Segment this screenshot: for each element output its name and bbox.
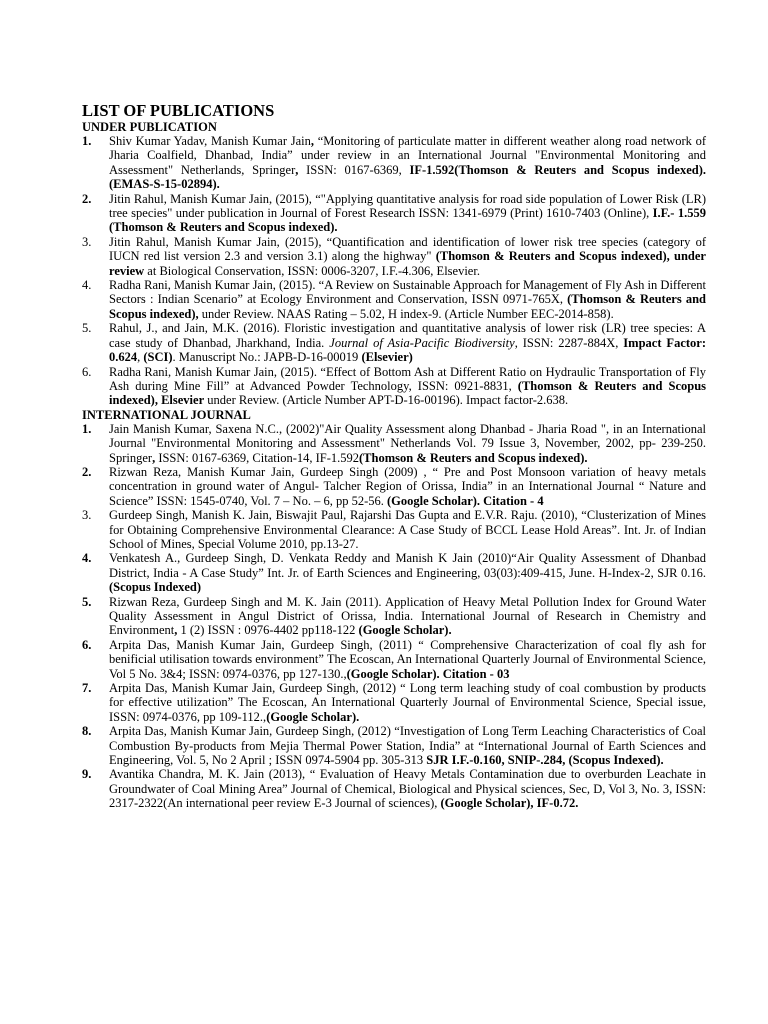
entry-text: Jitin Rahul, Manish Kumar Jain, (2015), “"Applying quantitative analysis for road side population of Lower Risk (LR) tree species" under publication in Journal of Forest Research ISSN: 1341-6979 (Print) 1610-7403 (Online),: [109, 191, 706, 221]
publication-sections: [82, 120, 706, 811]
entry-text: . Manuscript No.: JAPB-D-16-00019: [172, 350, 362, 365]
entry-text: Rizwan Reza, Manish Kumar Jain, Gurdeep Singh (2009) , “ Pre and Post Monsoon variation of heavy metals concentration in ground water of Angul- Talcher Region of Orissa, India” in an International Journal “ Nature and Science” ISSN: 1545-0740, Vol. 7 – No. – 6, pp 52-56.: [109, 464, 706, 508]
entry-number: 2.: [82, 464, 92, 479]
publication-entry: [82, 365, 706, 408]
entry-number: 5.: [82, 321, 92, 336]
entry-number: 6.: [82, 637, 92, 652]
entry-text-bold: (Thomson & Reuters and Scopus indexed).: [359, 450, 588, 465]
entry-text: Jain Manish Kumar, Saxena N.C., (2002)"Air Quality Assessment along Dhanbad - Jharia Road ", in an International Journal "Environmental Monitoring and Assessment" Netherlands Vol. 79 Issue 3, November, 2002, pp- 239-250. Springer: [109, 421, 706, 465]
entry-text: Gurdeep Singh, Manish K. Jain, Biswajit Paul, Rajarshi Das Gupta and E.V.R. Raju. (2010), “Clusterization of Mines for Obtaining Comprehensive Environmental Clearance: A Case Study of BCCL Lease Hold Areas”. Int. Jr. of Indian School of Mines, Special Volume 2010, pp.13-27.: [109, 508, 706, 551]
entry-text: Radha Rani, Manish Kumar Jain, (2015). “Effect of Bottom Ash at Different Ratio on Hydraulic Transportation of Fly Ash during Mine Fill” at Advanced Powder Technology, ISSN: 0921-8831,: [109, 364, 706, 393]
publication-entry: [82, 681, 706, 724]
entry-text-bold: (Google Scholar). Citation - 03: [346, 666, 510, 681]
entry-text-bold: (Thomson & Reuters and Scopus indexed),: [109, 292, 706, 321]
entry-text-bold: (Elsevier): [361, 350, 413, 365]
entry-text-bold: (SCI): [143, 350, 173, 365]
publication-list: [82, 134, 706, 408]
entry-number: 1.: [82, 134, 92, 148]
publication-entry: [82, 134, 706, 192]
entry-number: 7.: [82, 681, 92, 696]
publication-entry: [82, 767, 706, 810]
entry-text-bold: (Thomson & Reuters and Scopus indexed), under review: [109, 249, 706, 278]
entry-text: Venkatesh A., Gurdeep Singh, D. Venkata Reddy and Manish K Jain (2010)“Air Quality Assessment of Dhanbad District, India - A Case Study” Int. Jr. of Earth Sciences and Engineering, 03(03):409-415, June. H-Index-2, SJR 0.16.: [109, 551, 706, 580]
entry-text-bold: (Google Scholar), IF-0.72.: [440, 796, 579, 811]
entry-text-bold: IF-1.592(Thomson & Reuters and Scopus indexed). (EMAS-S-15-02894).: [109, 162, 707, 192]
entry-text: ISSN: 0167-6369, Citation-14, IF-1.592: [155, 450, 360, 465]
section-heading: INTERNATIONAL JOURNAL: [82, 407, 251, 422]
entry-text: Rahul, J., and Jain, M.K. (2016). Floristic investigation and quantitative analysis of lower risk (LR) tree species: A case study of Dhanbad, Jharkhand, India.: [109, 321, 706, 350]
entry-text: Shiv Kumar Yadav, Manish Kumar Jain: [109, 134, 311, 148]
publication-entry: [82, 321, 706, 364]
entry-number: 4.: [82, 278, 92, 293]
publication-entry: [82, 508, 706, 551]
entry-text: Radha Rani, Manish Kumar Jain, (2015). “A Review on Sustainable Approach for Management of Fly Ash in Different Sectors : Indian Scenario” at Ecology Environment and Conservation, ISSN 0971-765X,: [109, 278, 706, 307]
entry-text-bold: (Google Scholar).: [266, 709, 360, 724]
entry-number: 3.: [82, 508, 92, 523]
publication-entry: [82, 551, 706, 594]
entry-number: 2.: [82, 191, 92, 206]
entry-text: under Review. NAAS Rating – 5.02, H index-9. (Article Number EEC-2014-858).: [198, 306, 614, 321]
entry-number: 3.: [82, 234, 92, 249]
entry-text: under Review. (Article Number APT-D-16-00196). Impact factor-2.638.: [204, 393, 569, 408]
entry-text-bold: SJR I.F.-0.160, SNIP-.284, (Scopus Indexed).: [426, 753, 664, 768]
entry-text: Arpita Das, Manish Kumar Jain, Gurdeep Singh, (2011) “ Comprehensive Characterization of coal fly ash for benificial utilisation towards environment” The Ecoscan, An International Quarterly Journal of Environmental Science, Vol 5 No. 3&4; ISSN: 0974-0376, pp 127-130.,: [109, 637, 706, 681]
entry-text-bold: ,: [310, 134, 314, 148]
entry-text-bold: ,: [174, 623, 178, 638]
entry-text-bold: I.F.- 1.559 (Thomson & Reuters and Scopus indexed).: [109, 206, 706, 235]
entry-number: 6.: [82, 364, 92, 379]
publication-entry: [82, 235, 706, 278]
entry-text-bold: (Scopus Indexed): [109, 580, 202, 595]
entry-number: 9.: [82, 767, 92, 782]
entry-number: 4.: [82, 551, 92, 566]
section-heading: UNDER PUBLICATION: [82, 120, 217, 134]
entry-text-bold: ,: [295, 162, 299, 177]
publication-entry: [82, 724, 706, 767]
entry-text: Jitin Rahul, Manish Kumar Jain, (2015), “Quantification and identification of lower risk tree species (category of IUCN red list version 2.3 and version 3.1) along the highway": [109, 234, 706, 264]
entry-number: 1.: [82, 421, 92, 436]
entry-text: 1 (2) ISSN : 0976-4402 pp118-122: [177, 623, 359, 638]
entry-text-bold: (Thomson & Reuters and Scopus indexed), Elsevier: [109, 378, 707, 408]
publication-entry: [82, 595, 706, 638]
publication-entry: [82, 278, 706, 321]
page-title: LIST OF PUBLICATIONS: [82, 101, 275, 120]
entry-text-italic: Journal of Asia-Pacific Biodiversity: [329, 335, 515, 350]
publication-entry: [82, 465, 706, 508]
publication-entry: [82, 638, 706, 681]
publication-list: [82, 422, 706, 811]
publication-entry: [82, 422, 706, 465]
entry-text: ISSN: 0167-6369,: [298, 162, 410, 177]
entry-text: “Monitoring of particulate matter in different weather along road network of Jharia Coalfield, Dhanbad, India” under review in an International Journal "Environmental Monitoring and Assessment" Netherlands, Springer: [109, 134, 706, 177]
entry-text-bold: Impact Factor: 0.624: [109, 335, 706, 365]
entry-text-bold: (Google Scholar). Citation - 4: [387, 493, 544, 508]
entry-text: Avantika Chandra, M. K. Jain (2013), “ Evaluation of Heavy Metals Contamination due to overburden Leachate in Groundwater of Coal Mining Area” Journal of Chemical, Biological and Physical sciences, Sec, D, Vol 3, No. 3, ISSN: 2317-2322(An international peer review E-3 Journal of sciences),: [109, 767, 706, 811]
entry-text: Arpita Das, Manish Kumar Jain, Gurdeep Singh, (2012) “Investigation of Long Term Leaching Characteristics of Coal Combustion By-products from Mejia Thermal Power Station, India” at “International Journal of Earth Sciences and Engineering, Vol. 5, No 2 April ; ISSN 0974-5904 pp. 305-313: [109, 724, 706, 768]
entry-text-bold: ,: [152, 450, 156, 465]
entry-text: at Biological Conservation, ISSN: 0006-3207, I.F.-4.306, Elsevier.: [144, 263, 480, 278]
entry-text: , ISSN: 2287-884X,: [514, 335, 624, 350]
entry-text: Arpita Das, Manish Kumar Jain, Gurdeep Singh, (2012) “ Long term leaching study of coal combustion by products for effective utilization” The Ecoscan, An International Quarterly Journal of Environmental Science, Special issue, ISSN: 0974-0376, pp 109-112.,: [109, 681, 706, 724]
entry-number: 5.: [82, 594, 92, 609]
publication-entry: [82, 192, 706, 235]
entry-text: ,: [137, 350, 144, 365]
entry-text-bold: (Google Scholar).: [358, 623, 452, 638]
entry-text: Rizwan Reza, Gurdeep Singh and M. K. Jain (2011). Application of Heavy Metal Pollution Index for Ground Water Quality Assessment in Angul District of Orissa, India. International Journal of Research in Chemistry and Environment: [109, 594, 706, 638]
entry-number: 8.: [82, 724, 92, 739]
